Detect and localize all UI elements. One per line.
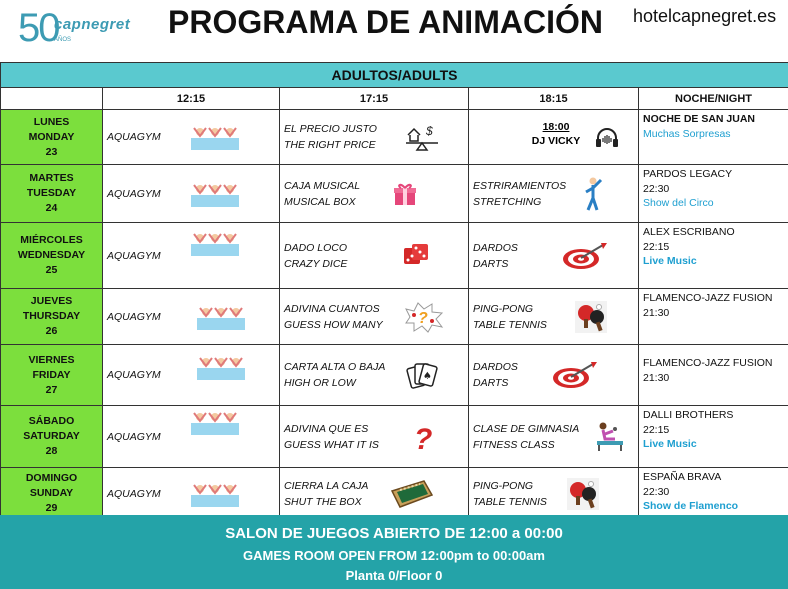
night-time: 21:30: [643, 371, 670, 384]
website-label: hotelcapnegret.es: [633, 6, 777, 26]
day-en: WEDNESDAY: [17, 249, 86, 261]
activity-label: AQUAGYM: [107, 487, 161, 500]
logo-number: 50: [18, 6, 59, 50]
fitness-icon: [593, 421, 625, 453]
night-cell: [639, 165, 788, 223]
guess-question-icon: [404, 301, 444, 333]
day-date: 28: [45, 445, 58, 457]
activity-label: DARDOS DARTS: [473, 241, 518, 270]
day-cell: [1, 406, 103, 468]
activity-cell: [103, 406, 280, 468]
day-date: 26: [45, 325, 58, 337]
activity-label: DARDOS DARTS: [473, 361, 518, 389]
svg-text:?: ?: [414, 422, 433, 453]
activity-label: PING-PONG TABLE TENNIS: [473, 302, 547, 331]
activity-cell: [469, 468, 639, 520]
activity-cell: [469, 223, 639, 289]
col-header-night: NOCHE/NIGHT: [639, 88, 788, 110]
night-event: DALLI BROTHERS: [643, 409, 734, 421]
activity-label: EL PRECIO JUSTO THE RIGHT PRICE: [284, 123, 377, 151]
day-date: 23: [45, 145, 58, 158]
gift-box-icon: [392, 181, 418, 207]
table-row: [1, 289, 788, 345]
day-cell: [1, 345, 103, 406]
svg-text:$: $: [426, 124, 433, 138]
activity-cell: [280, 468, 469, 520]
night-subtitle: Live Music: [643, 438, 697, 450]
col-header-1815: 18:15: [469, 88, 639, 110]
page-header: [0, 0, 788, 62]
activity-label: AQUAGYM: [107, 131, 161, 143]
night-subtitle: Show de Flamenco: [643, 500, 739, 512]
schedule-table: [0, 62, 788, 520]
activity-label: ADIVINA QUE ES GUESS WHAT IT IS: [284, 422, 379, 451]
night-event: ALEX ESCRIBANO: [643, 226, 735, 238]
dice-icon: [402, 242, 430, 270]
day-date: 29: [45, 502, 58, 514]
activity-label: CLASE DE GIMNASIA FITNESS CLASS: [473, 422, 580, 451]
table-row: [1, 345, 788, 406]
day-cell: [1, 289, 103, 345]
day-cell: [1, 110, 103, 165]
games-room-en: GAMES ROOM OPEN FROM 12:00pm to 00:00am: [243, 548, 545, 563]
activity-cell: [280, 223, 469, 289]
headphones-icon: [595, 128, 619, 148]
night-cell: [639, 468, 788, 520]
activity-label: DADO LOCO CRAZY DICE: [284, 241, 348, 270]
logo-years: AÑOS: [54, 37, 72, 43]
table-row: [1, 468, 788, 520]
day-date: 27: [45, 383, 58, 396]
day-es: MIÉRCOLES: [20, 234, 83, 246]
aquagym-icon: [191, 124, 239, 150]
night-time: 22:30: [643, 485, 670, 498]
day-cell: [1, 223, 103, 289]
corner-cell: [1, 88, 103, 110]
shut-the-box-icon: [390, 479, 434, 509]
activity-cell: [280, 165, 469, 223]
night-time: 22:15: [643, 423, 670, 436]
day-es: VIERNES: [28, 353, 75, 366]
table-row: [1, 223, 788, 289]
aquagym-icon: [191, 481, 239, 507]
activity-label: AQUAGYM: [107, 310, 161, 323]
logo-brand: capnegret: [54, 16, 131, 33]
day-en: MONDAY: [28, 130, 75, 143]
day-en: SATURDAY: [23, 430, 80, 442]
aquagym-icon: [191, 230, 239, 256]
night-subtitle: Show del Circo: [643, 197, 714, 209]
night-cell: [639, 110, 788, 165]
activity-label: ADIVINA CUANTOS GUESS HOW MANY: [284, 302, 383, 331]
page-title: PROGRAMA DE ANIMACIÓN: [168, 4, 603, 40]
night-event: NOCHE DE SAN JUAN: [643, 113, 756, 125]
activity-label: CARTA ALTA O BAJA HIGH OR LOW: [284, 361, 386, 389]
activity-cell: [103, 289, 280, 345]
question-mark-icon: [412, 421, 434, 453]
aquagym-icon: [191, 409, 239, 435]
ping-pong-icon: [567, 478, 599, 510]
activity-label: PING-PONG TABLE TENNIS: [473, 479, 547, 508]
ping-pong-icon: [575, 301, 607, 333]
svg-text:?: ?: [418, 309, 428, 327]
activity-cell: [280, 345, 469, 406]
games-room-es: SALON DE JUEGOS ABIERTO DE 12:00 a 00:00: [225, 525, 563, 542]
activity-cell: [469, 345, 639, 406]
activity-cell: [103, 468, 280, 520]
col-header-1715: 17:15: [280, 88, 469, 110]
activity-cell: [280, 406, 469, 468]
activity-label: CIERRA LA CAJA SHUT THE BOX: [284, 479, 369, 508]
playing-cards-icon: [406, 359, 438, 391]
day-cell: [1, 468, 103, 520]
activity-label: AQUAGYM: [107, 369, 161, 381]
day-cell: [1, 165, 103, 223]
night-event: PARDOS LEGACY: [643, 168, 733, 180]
svg-text:♠: ♠: [423, 371, 432, 382]
night-time: 22:30: [643, 182, 670, 195]
activity-label: ESTRIRAMIENTOS STRETCHING: [473, 179, 567, 208]
night-event: FLAMENCO-JAZZ FUSION: [643, 292, 773, 304]
night-subtitle: Live Music: [643, 255, 697, 267]
aquagym-icon: [197, 304, 245, 330]
dj-time: 18:00: [542, 121, 570, 133]
dartboard-icon: [551, 360, 599, 390]
day-en: FRIDAY: [32, 368, 71, 381]
night-time: 22:15: [643, 240, 670, 253]
day-es: SÁBADO: [28, 415, 75, 427]
activity-cell: [469, 406, 639, 468]
stretching-person-icon: [581, 176, 605, 212]
aquagym-icon: [197, 354, 245, 380]
night-cell: [639, 289, 788, 345]
hotel-logo: [18, 6, 158, 50]
night-cell: [639, 223, 788, 289]
day-es: DOMINGO: [25, 472, 78, 484]
night-event: FLAMENCO-JAZZ FUSION: [643, 357, 773, 369]
adults-band: ADULTOS/ADULTS: [1, 63, 788, 88]
col-header-1215: 12:15: [103, 88, 280, 110]
activity-cell: [103, 165, 280, 223]
day-en: SUNDAY: [29, 487, 74, 499]
activity-label: AQUAGYM: [107, 187, 161, 200]
activity-label: AQUAGYM: [107, 249, 161, 262]
floor-label: Planta 0/Floor 0: [345, 568, 443, 583]
table-row: [1, 110, 788, 165]
night-cell: [639, 345, 788, 406]
dj-cell: [469, 110, 639, 165]
activity-cell: [103, 223, 280, 289]
dj-name: DJ VICKY: [531, 135, 581, 147]
day-es: JUEVES: [30, 295, 73, 307]
activity-label: AQUAGYM: [107, 430, 161, 443]
footer-banner: [0, 515, 788, 589]
activity-cell: [103, 345, 280, 406]
day-en: THURSDAY: [22, 310, 81, 322]
price-scale-icon: [404, 123, 440, 151]
night-event: ESPAÑA BRAVA: [643, 471, 722, 483]
activity-cell: [280, 289, 469, 345]
activity-cell: [469, 165, 639, 223]
day-en: TUESDAY: [26, 187, 77, 199]
activity-cell: [103, 110, 280, 165]
table-row: [1, 165, 788, 223]
night-cell: [639, 406, 788, 468]
aquagym-icon: [191, 181, 239, 207]
day-es: MARTES: [29, 172, 74, 184]
table-row: [1, 406, 788, 468]
day-es: LUNES: [33, 115, 70, 128]
night-time: 21:30: [643, 306, 670, 319]
activity-cell: [469, 289, 639, 345]
dartboard-icon: [561, 241, 609, 271]
activity-cell: [280, 110, 469, 165]
day-date: 25: [45, 264, 58, 276]
day-date: 24: [45, 202, 58, 214]
activity-label: CAJA MUSICAL MUSICAL BOX: [284, 179, 361, 208]
night-subtitle: Muchas Sorpresas: [643, 127, 731, 140]
